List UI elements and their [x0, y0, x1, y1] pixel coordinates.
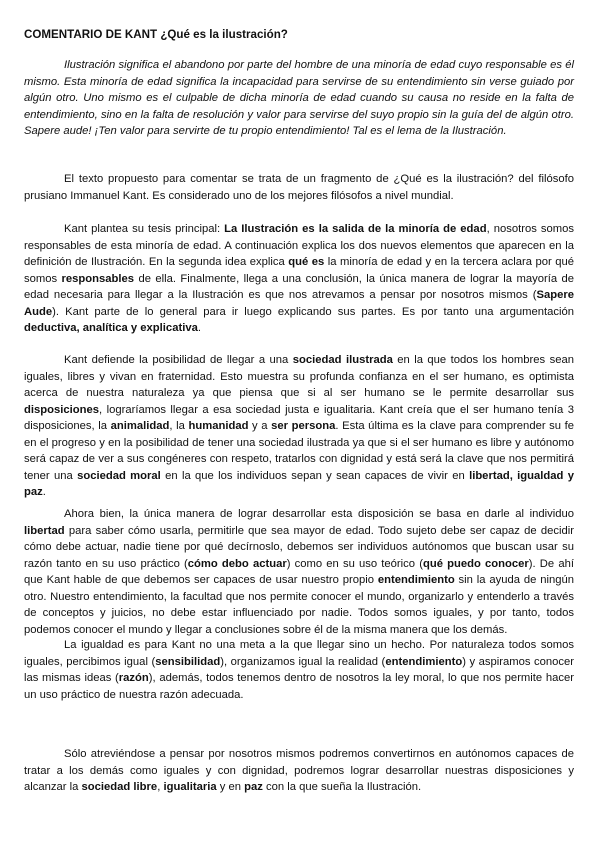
- bold-text-run: paz: [244, 781, 263, 793]
- text-run: Ilustración significa el abandono por parte del hombre de una minoría de edad cuyo responsable es él mismo. Esta minoría de edad significa la incapacidad para servirse de su entendimiento sin verse guiado por algún otro. Uno mismo es el culpable de dicha minoría de edad cuando su causa no reside en la falta de entendimiento, sino en la falta de resolución y valor para servirse del suyo propio sin la guía del de algún otro. Sapere aude! ¡Ten valor para servirte de tu propio entendimiento! Tal es el lema de la Ilustración.: [24, 59, 574, 137]
- bold-text-run: entendimiento: [385, 655, 463, 668]
- thesis-paragraph: [24, 221, 574, 337]
- text-run: .: [197, 322, 201, 334]
- text-run: ,: [157, 781, 164, 793]
- text-run: Kant defiende la posibilidad de llegar a una: [64, 354, 293, 366]
- bold-text-run: qué es: [288, 256, 325, 268]
- bold-text-run: animalidad: [110, 420, 170, 432]
- text-run: La igualdad es para Kant no una meta a la que llegar sino un hecho. Por naturaleza todos somos iguales, percibimos igual (: [24, 639, 574, 668]
- text-run: , lograríamos llegar a esa sociedad justa e igualitaria. Kant creía que el ser humano tenía 3 disposiciones, la: [24, 403, 574, 432]
- text-run: Kant plantea su tesis principal:: [64, 223, 225, 235]
- bold-text-run: qué puedo conocer: [422, 557, 529, 570]
- bold-text-run: humanidad: [188, 420, 249, 432]
- text-run: y a: [248, 420, 272, 432]
- bold-text-run: libertad, igualdad y paz: [24, 469, 574, 498]
- bold-text-run: sociedad libre: [81, 781, 158, 793]
- bold-text-run: igualitaria: [163, 781, 217, 793]
- text-run: Ahora bien, la única manera de lograr desarrollar esta disposición se basa en darle al individuo: [64, 508, 574, 520]
- text-run: en la que todos los hombres sean iguales, libres y vivan en fraternidad. Esto muestra su profunda confianza en el ser humano, es optimista acerca de nuestra naturaleza ya que piensa que si al ser humano se le permite desarrollar sus: [24, 354, 574, 399]
- bold-text-run: La Ilustración es la salida de la minoría de edad: [224, 223, 487, 235]
- text-run: la minoría de edad y en la tercera aclara por qué somos: [24, 256, 575, 285]
- text-run: en la que los individuos sepan y sean capaces de vivir en: [160, 469, 470, 482]
- text-run: para saber cómo usarla, permitirle que sea mayor de edad. Todo sujeto debe ser capaz de decidir cómo debe actuar, nadie tiene por qué decírnoslo, debemos ser individuos autónomos que buscan usar su razón tanto en su uso práctico (: [24, 524, 574, 570]
- bold-text-run: Sapere Aude: [24, 289, 574, 318]
- bold-text-run: disposiciones: [24, 403, 100, 416]
- document-title: COMENTARIO DE KANT ¿Qué es la ilustración?: [24, 28, 288, 41]
- bold-text-run: entendimiento: [377, 574, 455, 586]
- text-run: ). De ahí que Kant hable de que debemos ser capaces de usar nuestro propio: [24, 557, 574, 586]
- bold-text-run: deductiva, analítica y explicativa: [24, 322, 198, 334]
- text-run: . Esta última es la clave para comprender su fe en el progreso y en la posibilidad de tener una sociedad ilustrada ya que si el ser humano es libre y autónomo será capaz de ver a sus congéneres con respeto, tratarlos con dignidad y está será la clave que nos permitirá tener una: [24, 420, 575, 482]
- text-run: .: [42, 486, 46, 498]
- bold-text-run: sociedad moral: [77, 469, 161, 482]
- text-run: ) como en su uso teórico (: [286, 557, 423, 570]
- text-run: sin la ayuda de ningún otro. Nuestro entendimiento, la facultad que nos permite conocer el mundo, organizarlo y entenderlo a través de conceptos y juicios, no debe estar influenciado por nadie. Todos somos iguales, y por tanto, todos podemos conocer el mundo y llegar a conclusiones sobre él de la misma manera que los demás.: [24, 574, 575, 636]
- text-run: de ella. Finalmente, llega a una conclusión, la única manera de lograr la mayoría de edad necesaria para llegar a la Ilustración es que nos atrevamos a pensar por nosotros mismos (: [24, 272, 574, 301]
- bold-text-run: razón: [118, 672, 149, 684]
- bold-text-run: sociedad ilustrada: [292, 354, 393, 366]
- equality-paragraph: [24, 637, 574, 703]
- bold-text-run: responsables: [61, 272, 135, 285]
- text-run: ). Kant parte de lo general para ir luego explicando sus partes. Es por tanto una argumentación: [52, 305, 574, 318]
- text-run: con la que sueña la Ilustración.: [262, 781, 422, 793]
- society-paragraph: [24, 352, 574, 501]
- text-run: ), organizamos igual la realidad (: [220, 655, 386, 668]
- bold-text-run: cómo debo actuar: [187, 557, 287, 570]
- text-run: Sólo atreviéndose a pensar por nosotros mismos podremos convertirnos en autónomos capaces de tratar a los demás como iguales y con dignidad, podremos lograr desarrollar nuestras disposiciones y alcanzar la: [24, 748, 574, 793]
- text-run: y en: [216, 781, 245, 793]
- quote-paragraph: [24, 57, 574, 140]
- bold-text-run: sensibilidad: [155, 655, 221, 668]
- bold-text-run: ser persona: [271, 420, 336, 432]
- intro-paragraph: [24, 171, 574, 204]
- conclusion-paragraph: [24, 746, 574, 796]
- bold-text-run: libertad: [24, 524, 65, 537]
- text-run: , la: [169, 420, 189, 432]
- text-run: El texto propuesto para comentar se trata de un fragmento de ¿Qué es la ilustración? del filósofo prusiano Immanuel Kant. Es considerado uno de los mejores filósofos a nivel mundial.: [24, 173, 574, 202]
- freedom-paragraph: [24, 506, 574, 638]
- text-run: ), además, todos tenemos dentro de nosotros la ley moral, lo que nos permite hacer un uso práctico de nuestra razón adecuada.: [24, 672, 574, 701]
- text-run: , nosotros somos responsables de esta minoría de edad. A continuación explica los dos nuevos elementos que aparecen en la definición de Ilustración. En la segunda idea explica: [24, 223, 574, 268]
- text-run: ) y aspiramos conocer las mismas ideas (: [24, 655, 574, 684]
